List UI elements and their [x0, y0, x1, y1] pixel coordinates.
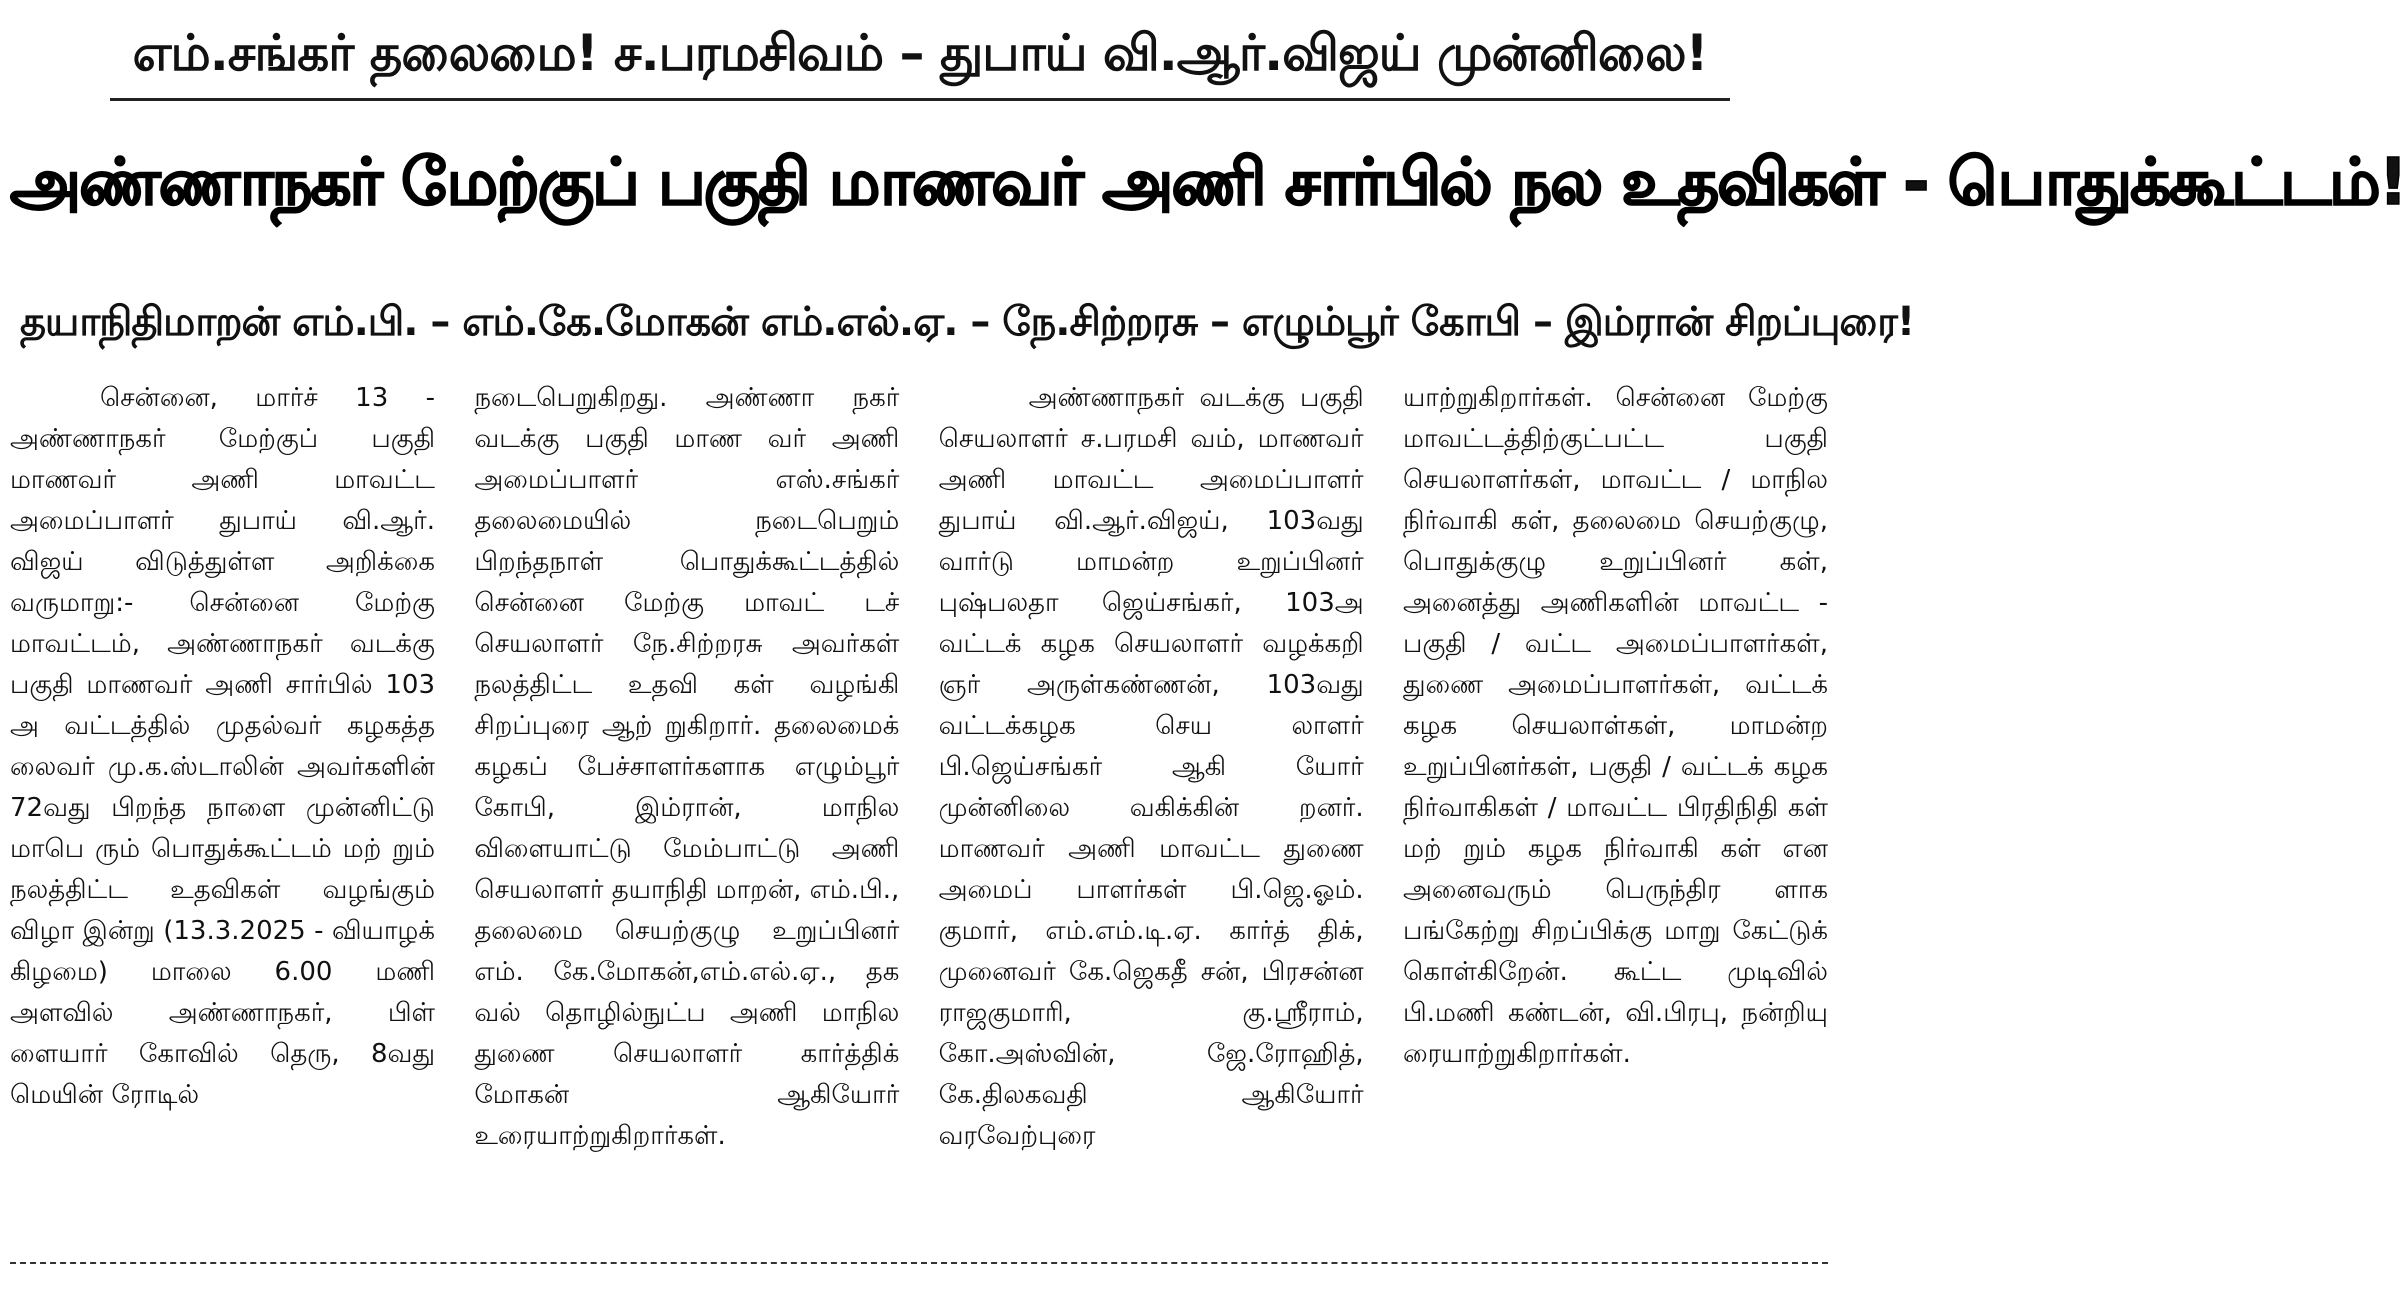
article-column-1-text: சென்னை, மார்ச் 13 - அண்ணாநகர் மேற்குப் பகுதி மாணவர் அணி மாவட்ட அமைப்பாளர் துபாய் வி.ஆர். விஜய் விடுத்துள்ள அறிக்கை வருமாறு:- சென்னை மேற்கு மாவட்டம், அண்ணாநகர் வடக்கு பகுதி மாணவர் அணி சார்பில் 103 அ வட்டத்தில் முதல்வர் கழகத்த லைவர் மு.க.ஸ்டாலின் அவர்களின் 72வது பிறந்த நாளை முன்னிட்டு மாபெ ரும் பொதுக்கூட்டம் மற் றும் நலத்திட்ட உதவிகள் வழங்கும் விழா இன்று (13.3.2025 - வியாழக் கிழமை) மாலை 6.00 மணி அளவில் அண்ணாநகர், பிள் ளையார் கோவில் தெரு, 8வது மெயின் ரோடில்	[10, 383, 435, 1110]
article-column-4	[1403, 378, 1828, 1250]
main-headline: அண்ணாநகர் மேற்குப் பகுதி மாணவர் அணி சார்பில் நல உதவிகள் - பொதுக்கூட்டம்!	[10, 146, 2406, 220]
bottom-dashed-divider	[10, 1262, 1828, 1264]
kicker-headline: எம்.சங்கர் தலைமை! ச.பரமசிவம் – துபாய் வி.ஆர்.விஜய் முன்னிலை!	[132, 24, 1708, 82]
article-column-2	[474, 378, 899, 1250]
sub-headline: தயாநிதிமாறன் எம்.பி. – எம்.கே.மோகன் எம்.எல்.ஏ. – நே.சிற்றரசு – எழும்பூர் கோபி – இம்ரான் சிறப்புரை!	[20, 299, 1915, 345]
article-column-3-text: அண்ணாநகர் வடக்கு பகுதி செயலாளர் ச.பரமசி வம், மாணவர் அணி மாவட்ட அமைப்பாளர் துபாய் வி.ஆர்.விஜய், 103வது வார்டு மாமன்ற உறுப்பினர் புஷ்பலதா ஜெய்சங்கர், 103அ வட்டக் கழக செயலாளர் வழக்கறி ஞர் அருள்கண்ணன், 103வது வட்டக்கழக செய லாளர் பி.ஜெய்சங்கர் ஆகி யோர் முன்னிலை வகிக்கின் றனர். மாணவர் அணி மாவட்ட துணை அமைப் பாளர்கள் பி.ஜெ.ஓம். குமார், எம்.எம்.டி.ஏ. கார்த் திக், முனைவர் கே.ஜெகதீ சன், பிரசன்ன ராஜகுமாரி, கு.ஸ்ரீராம், கோ.அஸ்வின், ஜே.ரோஹித், கே.திலகவதி ஆகியோர் வரவேற்புரை	[938, 383, 1364, 1151]
article-column-4-text: யாற்றுகிறார்கள். சென்னை மேற்கு மாவட்டத்திற்குட்பட்ட பகுதி செயலாளர்கள், மாவட்ட / மாநில நிர்வாகி கள், தலைமை செயற்குழு, பொதுக்குழு உறுப்பினர் கள், அனைத்து அணிகளின் மாவட்ட - பகுதி / வட்ட அமைப்பாளர்கள், துணை அமைப்பாளர்கள், வட்டக் கழக செயலாள்கள், மாமன்ற உறுப்பினர்கள், பகுதி / வட்டக் கழக நிர்வாகிகள் / மாவட்ட பிரதிநிதி கள் மற் றும் கழக நிர்வாகி கள் என அனைவரும் பெருந்திர ளாக பங்கேற்று சிறப்பிக்கு மாறு கேட்டுக் கொள்கிறேன். கூட்ட முடிவில் பி.மணி கண்டன், வி.பிரபு, நன்றியு ரையாற்றுகிறார்கள்.	[1402, 383, 1828, 1069]
article-body	[10, 378, 1828, 1250]
article-column-2-text: நடைபெறுகிறது. அண்ணா நகர் வடக்கு பகுதி மாண வர் அணி அமைப்பாளர் எஸ்.சங்கர் தலைமையில் நடைபெறும் பிறந்தநாள் பொதுக்கூட்டத்தில் சென்னை மேற்கு மாவட் டச் செயலாளர் நே.சிற்றரசு அவர்கள் நலத்திட்ட உதவி கள் வழங்கி சிறப்புரை ஆற் றுகிறார். தலைமைக் கழகப் பேச்சாளர்களாக எழும்பூர் கோபி, இம்ரான், மாநில விளையாட்டு மேம்பாட்டு அணி செயலாளர் தயாநிதி மாறன், எம்.பி., தலைமை செயற்குழு உறுப்பினர் எம். கே.மோகன்,எம்.எல்.ஏ., தக வல் தொழில்நுட்ப அணி மாநில துணை செயலாளர் கார்த்திக் மோகன் ஆகியோர் உரையாற்றுகிறார்கள்.	[474, 383, 900, 1151]
headline-divider	[110, 98, 1730, 101]
article-column-3	[939, 378, 1364, 1250]
article-column-1	[10, 378, 435, 1250]
